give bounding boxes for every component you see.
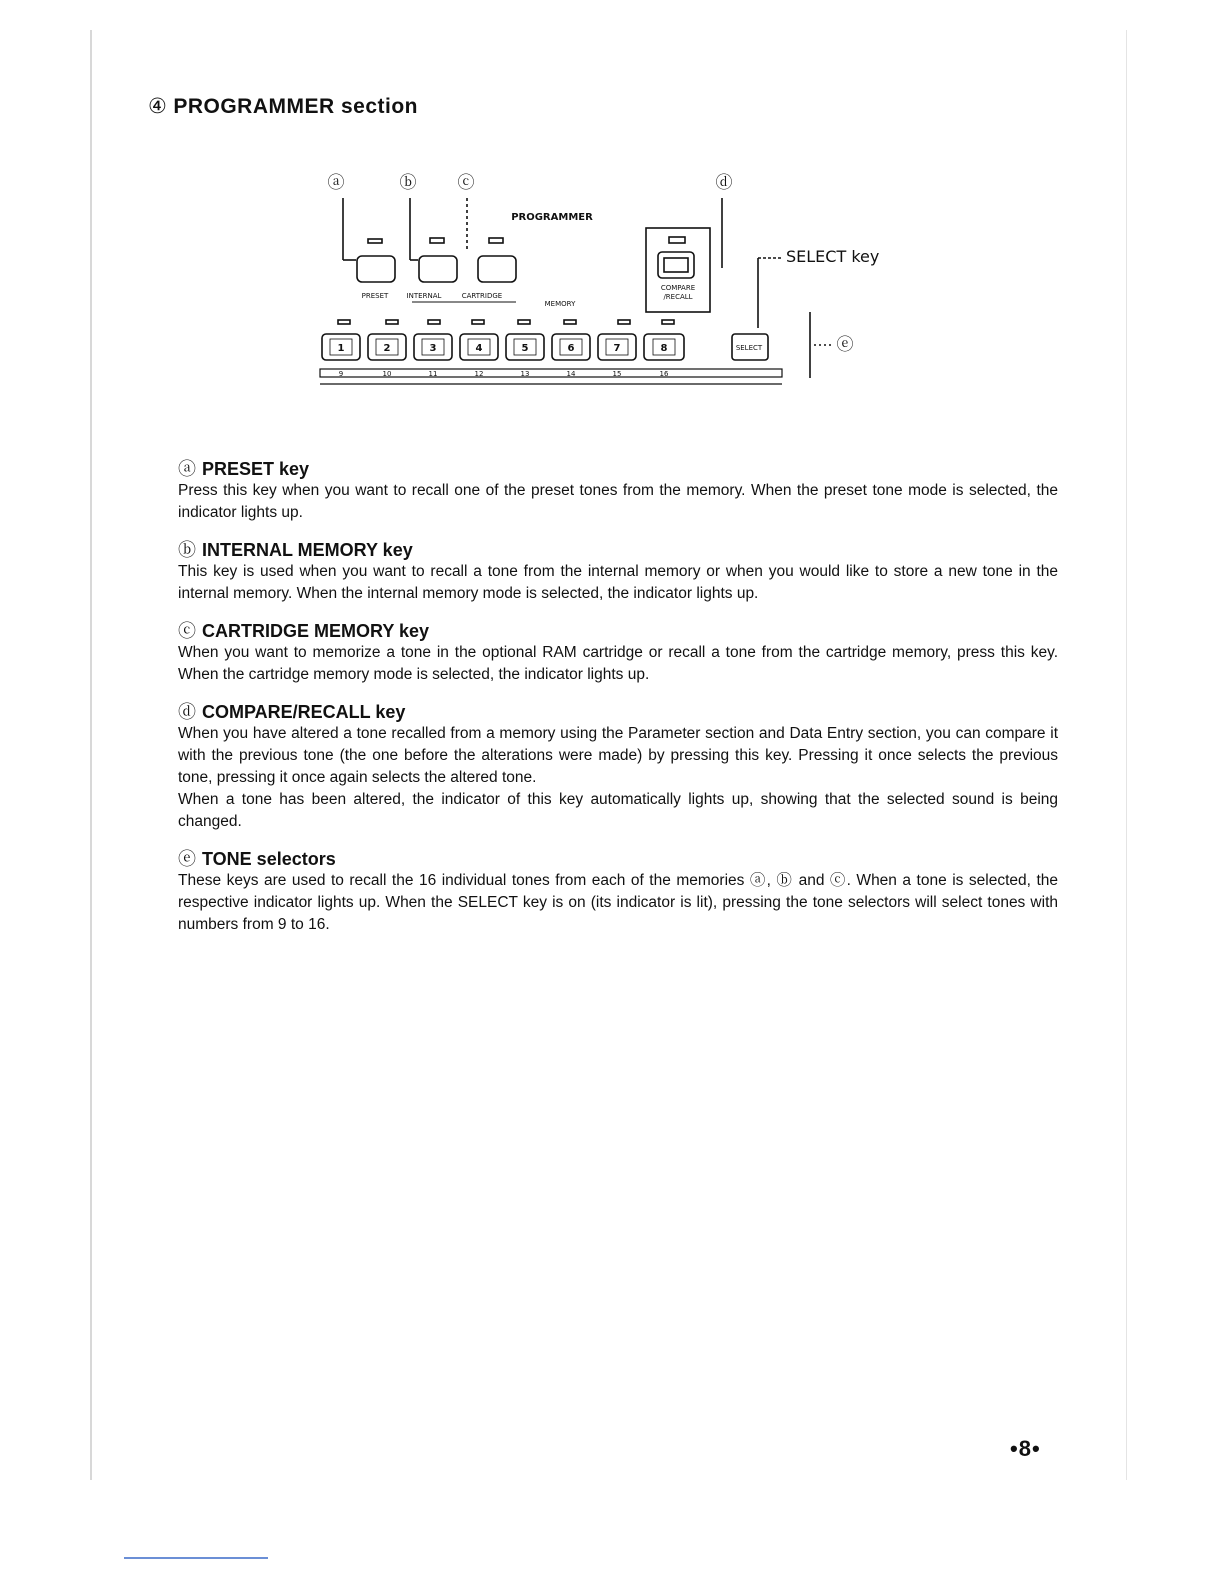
- callout-d: ⓓ: [715, 173, 733, 193]
- panel-title: PROGRAMMER: [511, 212, 593, 223]
- strip-number-10: 10: [382, 370, 392, 378]
- item-heading: [178, 620, 1058, 642]
- label-internal: INTERNAL: [406, 292, 442, 300]
- item-heading: [178, 848, 1058, 870]
- item-heading-text: PRESET key: [202, 459, 310, 479]
- item-heading-text: TONE selectors: [202, 849, 336, 869]
- item-marker: ⓔ: [178, 849, 196, 869]
- tone-key-6: 6: [567, 343, 575, 354]
- strip-number-15: 15: [612, 370, 622, 378]
- item-heading-text: CARTRIDGE MEMORY key: [202, 621, 430, 641]
- section-marker: ④: [148, 95, 168, 118]
- item-body: Press this key when you want to recall one of the preset tones from the memory. When the preset tone mode is selected, the indicator lights up.: [178, 482, 1058, 521]
- callout-c: ⓒ: [457, 173, 475, 193]
- label-cartridge: CARTRIDGE: [461, 292, 503, 300]
- tone-key-2: 2: [383, 343, 391, 354]
- strip-number-13: 13: [520, 370, 530, 378]
- item-heading: [178, 458, 1058, 480]
- item-preset: [178, 458, 1058, 524]
- item-marker: ⓐ: [178, 459, 196, 479]
- select-button-text: SELECT: [735, 344, 763, 352]
- item-heading-text: COMPARE/RECALL key: [202, 702, 406, 722]
- strip-number-16: 16: [659, 370, 669, 378]
- callout-b: ⓑ: [399, 173, 417, 193]
- tone-key-7: 7: [613, 343, 621, 354]
- strip-number-14: 14: [566, 370, 576, 378]
- strip-number-11: 11: [428, 370, 438, 378]
- item-cartridge-memory: [178, 620, 1058, 686]
- programmer-panel-svg: [300, 160, 900, 400]
- strip-number-12: 12: [474, 370, 484, 378]
- label-memory: MEMORY: [544, 300, 576, 308]
- scan-edge-left: [90, 30, 92, 1480]
- item-compare-recall: [178, 701, 1058, 833]
- tone-key-8: 8: [660, 343, 668, 354]
- callout-e: ⓔ: [836, 335, 854, 355]
- callout-a: ⓐ: [327, 173, 345, 193]
- strip-number-9: 9: [338, 370, 344, 378]
- tone-key-4: 4: [475, 343, 483, 354]
- item-heading: [178, 539, 1058, 561]
- select-key-label: SELECT key: [786, 247, 880, 266]
- item-heading: [178, 701, 1058, 723]
- item-marker: ⓑ: [178, 540, 196, 560]
- bottom-rule: [124, 1557, 268, 1559]
- item-body-2: When a tone has been altered, the indicator of this key automatically lights up, showing that the selected sound is being changed.: [178, 791, 1058, 830]
- scan-edge-right: [1126, 30, 1127, 1480]
- item-body: When you want to memorize a tone in the optional RAM cartridge or recall a tone from the cartridge memory, press this key. When the cartridge memory mode is selected, the indicator lights up.: [178, 644, 1058, 683]
- tone-key-3: 3: [429, 343, 437, 354]
- label-recall: /RECALL: [663, 293, 693, 301]
- tone-key-5: 5: [521, 343, 529, 354]
- tone-key-1: 1: [337, 343, 345, 354]
- key-descriptions: [178, 458, 1058, 951]
- item-body: This key is used when you want to recall a tone from the internal memory or when you would like to store a new tone in the internal memory. When the internal memory mode is selected, the indicator lights up.: [178, 563, 1058, 602]
- programmer-diagram: [300, 160, 900, 400]
- item-body: These keys are used to recall the 16 individual tones from each of the memories ⓐ, ⓑ and ⓒ. When a tone is selected, the respective indicator lights up. When the SELECT key is on (its indicator is lit), pressing the tone selectors will select tones with numbers from 9 to 16.: [178, 872, 1058, 933]
- label-compare: COMPARE: [660, 284, 696, 292]
- item-tone-selectors: [178, 848, 1058, 936]
- label-preset: PRESET: [361, 292, 389, 300]
- item-marker: ⓒ: [178, 621, 196, 641]
- section-title: [148, 94, 418, 119]
- item-heading-text: INTERNAL MEMORY key: [202, 540, 413, 560]
- section-title-text: PROGRAMMER section: [173, 95, 419, 118]
- item-internal-memory: [178, 539, 1058, 605]
- page-number: •8•: [1010, 1436, 1041, 1461]
- item-body: When you have altered a tone recalled from a memory using the Parameter section and Data Entry section, you can compare it with the previous tone (the one before the alterations were made) by pressing this key. Pressing it once selects the previous tone, pressing it once again selects the altered tone.: [178, 725, 1058, 786]
- item-marker: ⓓ: [178, 702, 196, 722]
